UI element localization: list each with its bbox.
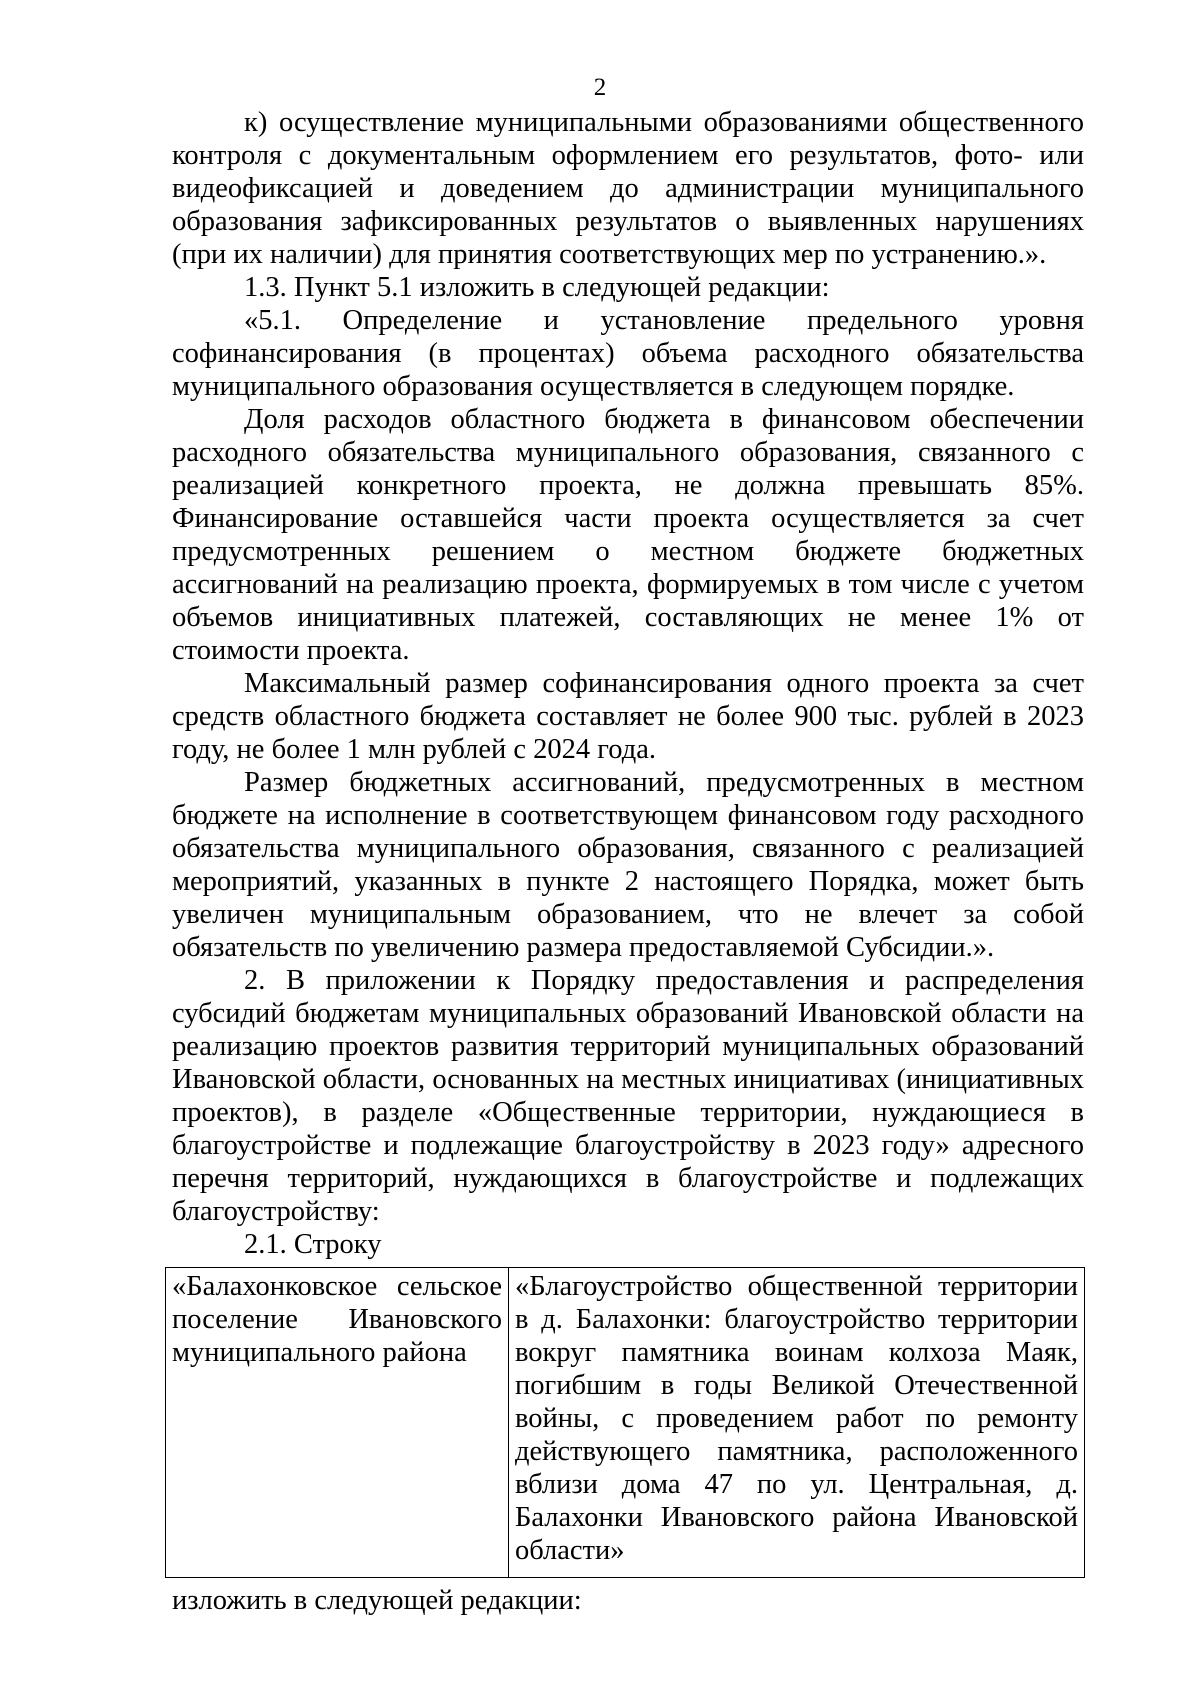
territory-table bbox=[165, 1267, 1085, 1578]
paragraph-1-3-heading: 1.3. Пункт 5.1 изложить в следующей редакции: bbox=[244, 272, 830, 303]
paragraph-budget-allocations: Размер бюджетных ассигнований, предусмотренных в местном бюджете на исполнение в соответствующем финансовом году расходного обязательства муниципального образования, связанного с реализацией мероприятий, указанных в пункте 2 настоящего Порядка, может быть увеличен муниципальным образованием, что не влечет за собой обязательств по увеличению размера предоставляемой Субсидии.». bbox=[172, 767, 1084, 963]
document-body bbox=[172, 106, 1084, 1617]
table-cell-project: «Благоустройство общественной территории в д. Балахонки: благоустройство территории вокруг памятника воинам колхоза Маяк, погибшим в годы Великой Отечественной войны, с проведением работ по ремонту действующего памятника, расположенного вблизи дома 47 по ул. Центральная, д. Балахонки Ивановского района Ивановской области» bbox=[509, 1268, 1085, 1578]
paragraph-budget-share: Доля расходов областного бюджета в финансовом обеспечении расходного обязательства муниципального образования, связанного с реализацией конкретного проекта, не должна превышать 85%. Финансирование оставшейся части проекта осуществляется за счет предусмотренных решением о местном бюджете бюджетных ассигнований на реализацию проекта, формируемых в том числе с учетом объемов инициативных платежей, составляющих не менее 1% от стоимости проекта. bbox=[172, 404, 1084, 666]
paragraph-k-public-control: к) осуществление муниципальными образованиями общественного контроля с документальным оформлением его результатов, фото- или видеофиксацией и доведением до администрации муниципального образования зафиксированных результатов о выявленных нарушениях (при их наличии) для принятия соответствующих мер по устранению.». bbox=[172, 107, 1084, 270]
paragraph-max-cofinancing: Максимальный размер софинансирования одного проекта за счет средств областного бюджета составляет не более 900 тыс. рублей в 2023 году, не более 1 млн рублей с 2024 года. bbox=[172, 668, 1084, 765]
table-cell-municipality: «Балахонковское сельское поселение Ивановского муниципального района bbox=[166, 1268, 509, 1578]
paragraph-2-1-row: 2.1. Строку bbox=[244, 1229, 382, 1260]
page-number: 2 bbox=[593, 74, 607, 101]
paragraph-2-appendix: 2. В приложении к Порядку предоставления и распределения субсидий бюджетам муниципальных образований Ивановской области на реализацию проектов развития территорий муниципальных образований Ивановской области, основанных на местных инициативах (инициативных проектов), в разделе «Общественные территории, нуждающиеся в благоустройстве и подлежащие благоустройству в 2023 году» адресного перечня территорий, нуждающихся в благоустройстве и подлежащих благоустройству: bbox=[172, 965, 1084, 1227]
paragraph-5-1-cofinancing: «5.1. Определение и установление предельного уровня софинансирования (в процентах) объема расходного обязательства муниципального образования осуществляется в следующем порядке. bbox=[172, 305, 1084, 402]
paragraph-after-table: изложить в следующей редакции: bbox=[172, 1585, 582, 1616]
table-row bbox=[166, 1268, 1085, 1578]
